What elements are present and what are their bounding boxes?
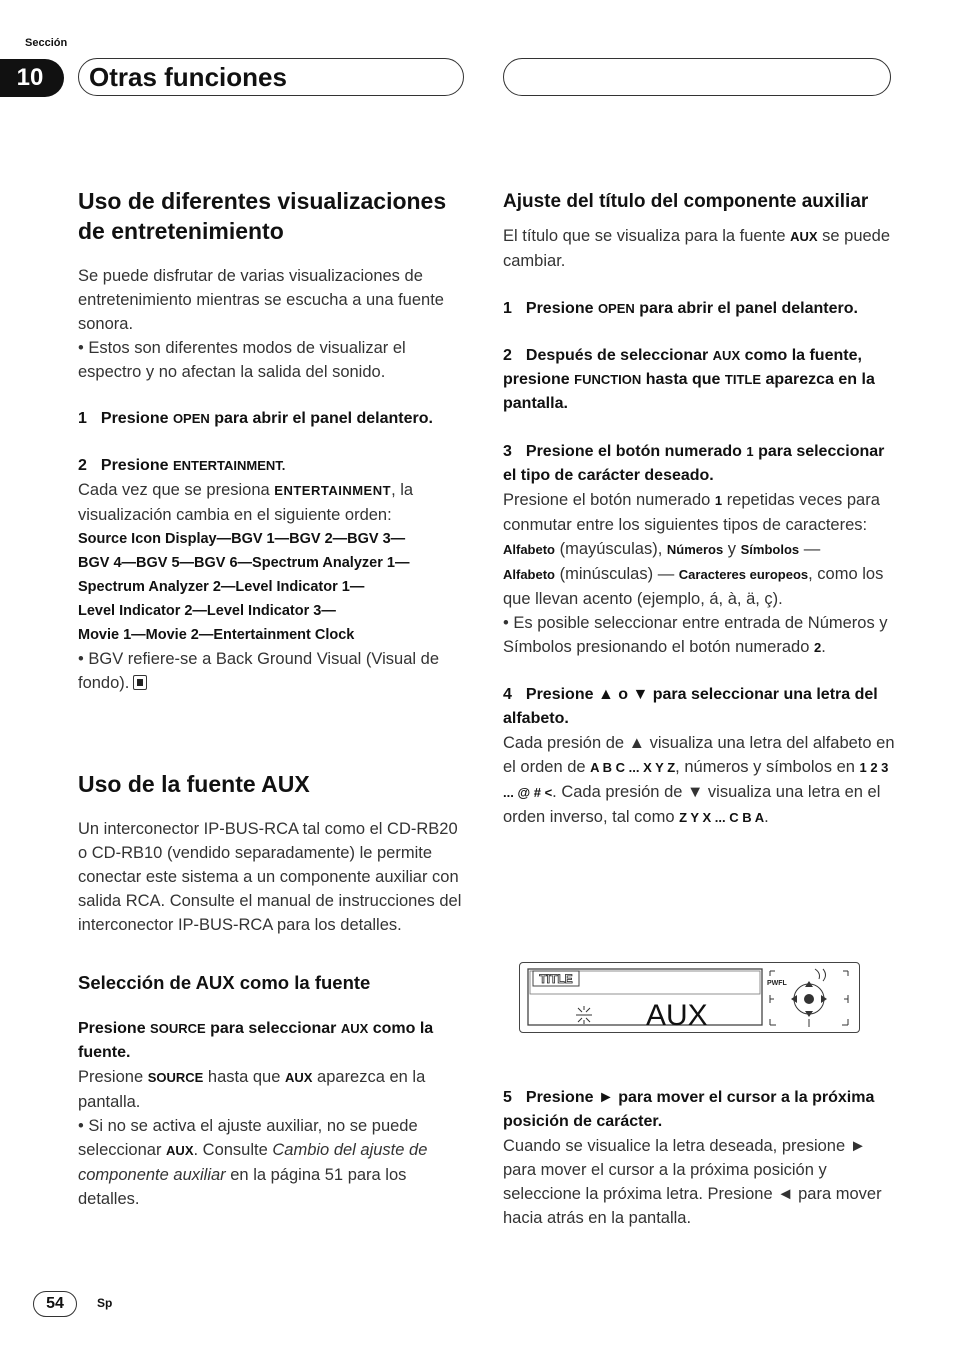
lcd-aux-text: AUX [646,999,708,1032]
bullet-spectrum: • Estos son diferentes modos de visualizar el espectro y no afectan la salida del sonido. [78,339,406,381]
step-3-char-type: 3 Presione el botón numerado 1 para seleccionar el tipo de carácter deseado. [503,443,885,484]
step-4-select-letter: 4 Presione ▲ o ▼ para seleccionar una letra del alfabeto. [503,686,878,727]
lcd-display-illustration [519,962,860,1033]
section-number-tab [0,59,64,97]
left-column [78,186,470,1211]
heading-entertainment: Uso de diferentes visualizaciones de entretenimiento [78,188,447,244]
step-number: 2 [78,457,87,474]
step-5-move-cursor: 5 Presione ► para mover el cursor a la próxima posición de carácter. [503,1089,875,1130]
right-column-step-5 [503,1086,895,1230]
heading-select-aux: Selección de AUX como la fuente [78,972,371,993]
step-2-entertainment [78,454,470,478]
step-1-open [78,407,470,431]
char-types-list: Alfabeto (mayúsculas), Números y Símbolos — Alfabeto (minúsculas) — Caracteres europeos, como los que llevan acento (ejemplo, á, à, ä, ç). [503,540,884,608]
step-text: Presione [100,457,173,474]
corner-mark-icon [770,971,775,976]
aux-intro: Un interconector IP-BUS-RCA tal como el CD-RB20 o CD-RB10 (vendido separadamente) le permite conectar este sistema a un componente auxiliar con salida RCA. Consulte el manual de instrucciones del interconector IP-BUS-RCA para los detalles. [78,820,462,934]
corner-mark-icon [843,971,848,976]
wave-icon [815,969,826,981]
step-text: Presione [100,410,173,427]
step-3-description: Presione el botón numerado 1 repetidas veces para conmutar entre los siguientes tipos de caracteres: [503,491,880,534]
step-2-description: Cada vez que se presiona ENTERTAINMENT, la visualización cambia en el siguiente orden: [78,481,414,524]
section-number: 10 [16,64,44,91]
lcd-sparkle-icon [576,1006,592,1024]
page-number: 54 [33,1291,77,1317]
display-order-line-2: BGV 4—BGV 5—BGV 6—Spectrum Analyzer 1— [78,555,410,571]
lcd-drawing [520,963,859,1032]
select-aux-description: Presione SOURCE hasta que AUX aparezca en la pantalla. [78,1068,426,1111]
title-intro: El título que se visualiza para la fuente AUX se puede cambiar. [503,227,891,270]
select-aux-bullet: • Si no se activa el ajuste auxiliar, no se puede seleccionar AUX. Consulte Cambio del ajuste de componente auxiliar en la página 51 para los detalles. [78,1117,428,1208]
right-column [503,189,895,830]
step-number: 1 [78,410,87,427]
key-entertainment: ENTERTAINMENT. [172,458,286,473]
key-open: OPEN [172,411,210,426]
language-code: Sp [97,1296,113,1310]
step-1-open-panel: 1 Presione OPEN para abrir el panel delantero. [503,300,858,317]
empty-title-box [503,58,891,96]
step-5-description: Cuando se visualice la letra deseada, presione ► para mover el cursor a la próxima posición y seleccione la próxima letra. Presione ◄ para mover hacia atrás en la pantalla. [503,1137,882,1227]
chapter-title-box [78,58,464,96]
step-text: para abrir el panel delantero. [209,410,433,427]
joystick-center-icon [804,994,814,1004]
chapter-title: Otras funciones [89,62,287,92]
lcd-pwfl-label: PWFL [767,980,787,987]
lcd-title-label: TITLE [539,972,573,986]
display-order-line-3: Spectrum Analyzer 2—Level Indicator 1— [78,579,365,595]
intro-paragraph: Se puede disfrutar de varias visualizaciones de entretenimiento mientras se escucha a una fuente sonora. [78,267,444,333]
display-order-line-4: Level Indicator 2—Level Indicator 3— [78,603,336,619]
step-2-function-title: 2 Después de seleccionar AUX como la fuente, presione FUNCTION hasta que TITLE aparezca en la pantalla. [503,347,875,412]
step-3-bullet: • Es posible seleccionar entre entrada de Números y Símbolos presionando el botón numerado 2. [503,614,888,656]
heading-aux-title: Ajuste del título del componente auxiliar [503,191,869,212]
section-label: Sección [25,37,68,49]
heading-aux-source: Uso de la fuente AUX [78,771,310,797]
display-order-line-1: Source Icon Display—BGV 1—BGV 2—BGV 3— [78,531,406,547]
bullet-bgv: • BGV refiere-se a Back Ground Visual (Visual de fondo). [78,650,440,692]
step-4-description: Cada presión de ▲ visualiza una letra del alfabeto en el orden de A B C ... X Y Z, números y símbolos en 1 2 3 ... @ # <. Cada presión de ▼ visualiza una letra en el orden inverso, tal como Z Y X ... C B A. [503,734,895,826]
end-mark-icon [133,675,147,690]
step-select-aux: Presione SOURCE para seleccionar AUX como la fuente. [78,1020,434,1061]
display-order-line-5: Movie 1—Movie 2—Entertainment Clock [78,627,355,643]
